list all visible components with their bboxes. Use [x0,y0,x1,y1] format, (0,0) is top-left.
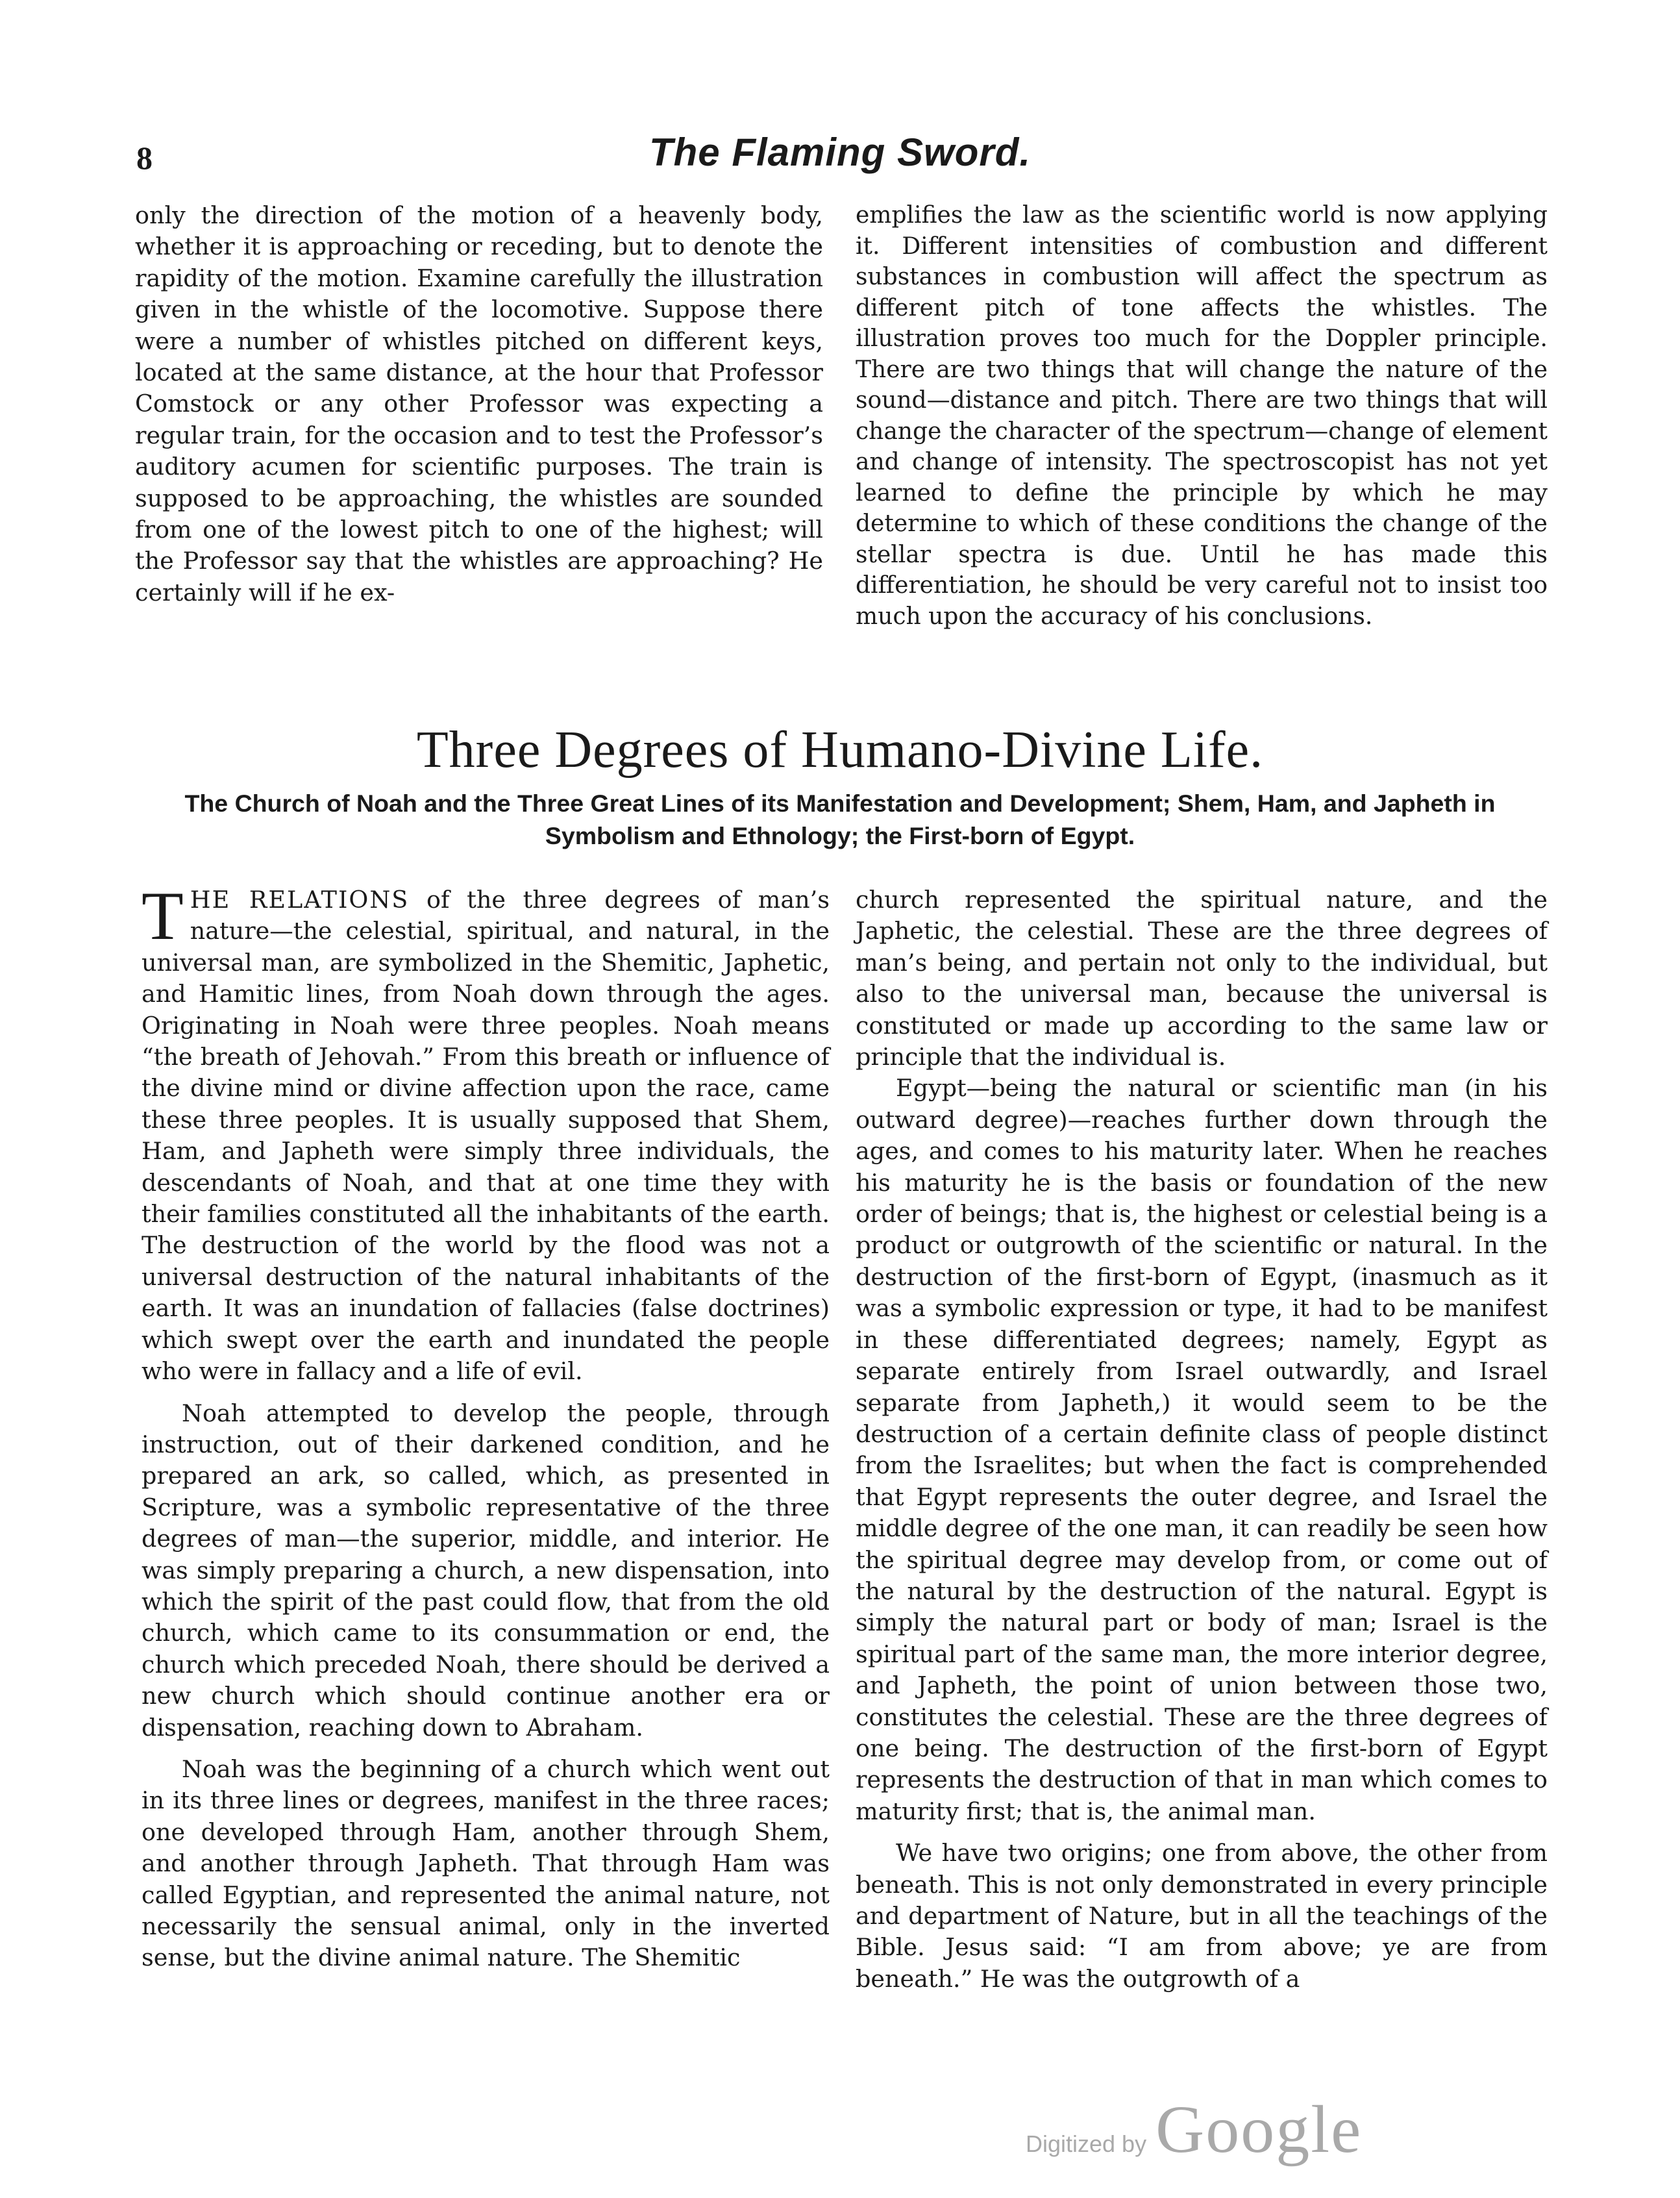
lead-in-caps: HE RELATIONS [190,886,410,914]
article-paragraph: We have two origins; one from above, the other from beneath. This is not only demonstrated in every principle and department of Nature, but in all the teachings of the Bible. Jesus said: “I am from above; ye are from beneath.” He was the outgrowth of a [856,1839,1548,1993]
article-paragraph [142,878,830,1388]
drop-cap: T [142,878,184,954]
continued-text-right-column [856,200,1548,632]
continued-text-left-column [135,200,823,608]
article-body-right-column [856,884,1548,1995]
article-paragraph: Egypt—being the natural or scientific man (in his outward degree)—reaches further down through the ages, and comes to his maturity later. When he reaches his maturity he is the basis or foundation of the new order of beings; that is, the highest or celestial being is a product or outgrowth of the scientific or natural. In the destruction of the first-born of Egypt, (inasmuch as it was a symbolic expression or type, it had to be manifest in these differentiated degrees; namely, Egypt as separate entirely from Israel outwardly, and Israel separate from Japheth,) it would seem to be the destruction of a certain definite class of people distinct from the Israelites; but when the fact is comprehended that Egypt represents the outer degree, and Israel the middle degree of the one man, it can readily be seen how the spiritual degree may develop from, or come out of the natural by the destruction of the natural. Egypt is simply the natural part or body of man; Israel is the spiritual part of the same man, the more interior degree, and Japheth, the point of union between those two, constitutes the celestial. These are the three degrees of one being. The destruction of the first-born of Egypt represents the destruction of that in man which comes to maturity first; that is, the animal man. [856,1074,1548,1825]
article-subtitle: The Church of Noah and the Three Great Lines of its Manifestation and Development; Shem, Ham, and Japheth in Symbolism and Ethnology; the First-born of Egypt. [184,790,1496,849]
article-paragraph: church represented the spiritual nature, and the Japhetic, the celestial. These are the three degrees of man’s being, and pertain not only to the individual, but also to the universal man, because the universal is constituted or made up according to the same law or principle that the individual is. [856,886,1548,1071]
continued-paragraph-right: emplifies the law as the scientific world is now applying it. Different intensities of combustion and different substances in combustion will affect the spectrum as different pitch of tone affects the whistles. The illustration proves too much for the Doppler principle. There are two things that will change the nature of the sound—distance and pitch. There are two things that will change the character of the spectrum—change of element and change of intensity. The spectroscopist has not yet learned to define the principle by which he may determine to which of these conditions the change of the stellar spectra is due. Until he has made this differentiation, he should be very careful not to insist too much upon the accuracy of his conclusions. [856,202,1548,630]
article-body-left-column [142,878,830,1974]
digitization-watermark [1026,2091,1362,2168]
page-number: 8 [136,140,153,176]
article-paragraph: Noah was the beginning of a church which went out in its three lines or degrees, manifest in the three races; one developed through Ham, another through Shem, and another through Japheth. That through Ham was called Egyptian, and represented the animal nature, not necessarily the sensual animal, only in the inverted sense, but the divine animal nature. The Shemitic [142,1755,830,1972]
running-title: The Flaming Sword. [649,131,1031,174]
continued-paragraph-left: only the direction of the motion of a heavenly body, whether it is approaching or receding, but to denote the rapidity of the motion. Examine carefully the illustration given in the whistle of the locomotive. Suppose there were a number of whistles pitched on different keys, located at the same distance, at the hour that Professor Comstock or any other Professor was expecting a regular train, for the occasion and to test the Professor’s auditory acumen for scientific purposes. The train is supposed to be approaching, the whistles are sounded from one of the lowest pitch to one of the highest; will the Professor say that the whistles are approaching? He certainly will if he ex- [135,201,823,606]
article-paragraph: Noah attempted to develop the people, through instruction, out of their darkened condition, and he prepared an ark, so called, which, as presented in Scripture, was a symbolic representative of the three degrees of man—the superior, middle, and interior. He was simply preparing a church, a new dispensation, into which the spirit of the past could flow, that from the old church, which came to its consummation or end, the church which preceded Noah, there should be derived a new church which should continue another era or dispensation, reaching down to Abraham. [142,1399,830,1742]
watermark-prefix: Digitized by [1026,2130,1147,2157]
google-logo: Google [1155,2092,1363,2167]
paragraph-text: of the three degrees of man’s nature—the celestial, spiritual, and natural, in the universal man, are symbolized in the Shemitic, Japhetic, and Hamitic lines, from Noah down through the ages. Originating in Noah were three peoples. Noah means “the breath of Jehovah.” From this breath or influence of the divine mind or divine affection upon the race, came these three peoples. It is usually supposed that Shem, Ham, and Japheth were simply three individuals, the descendants of Noah, and that at one time they with their families constituted all the inhabitants of the earth. The destruction of the world by the flood was not a universal destruction of the natural inhabitants of the earth. It was an inundation of fallacies (false doctrines) which swept over the earth and inundated the people who were in fallacy and a life of evil. [142,886,830,1386]
article-title: Three Degrees of Humano-Divine Life. [416,721,1264,779]
